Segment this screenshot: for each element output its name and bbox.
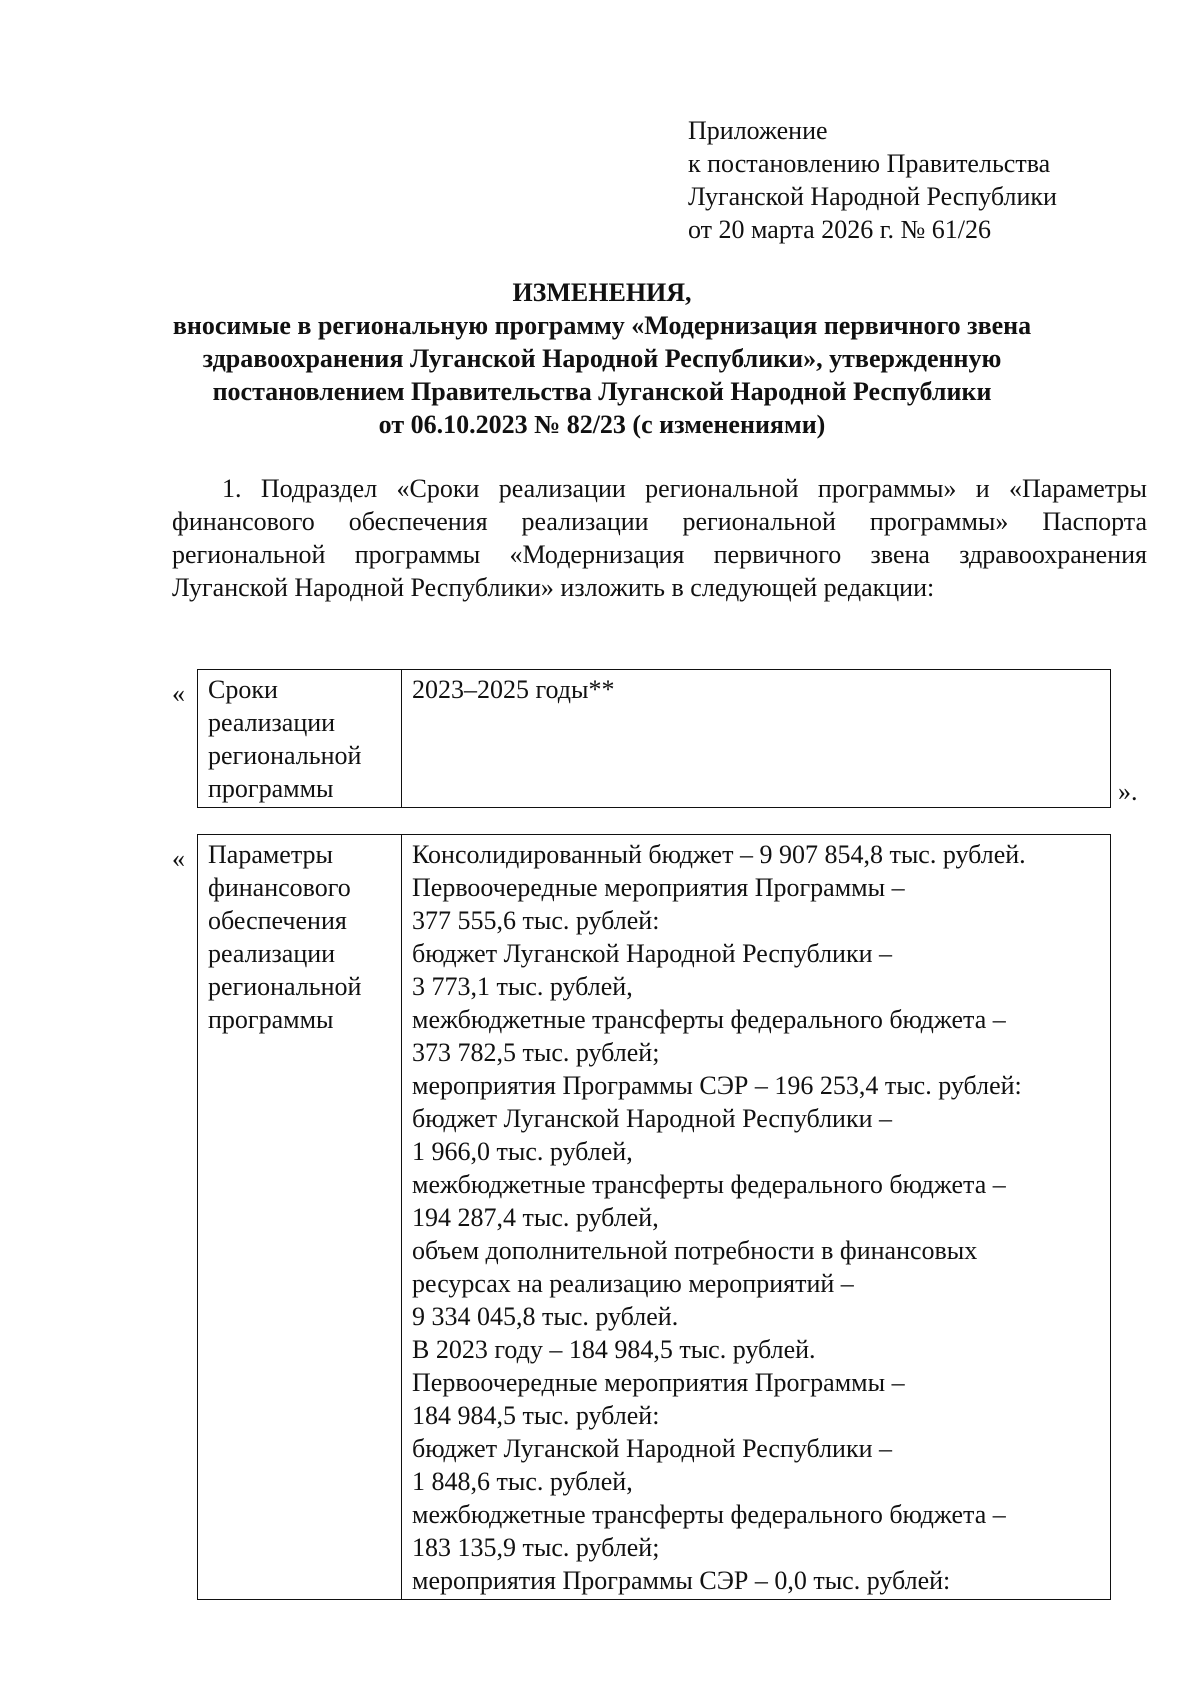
financing-line: Консолидированный бюджет – 9 907 854,8 тыс. рублей. (412, 840, 1026, 869)
appendix-line: Приложение (688, 116, 828, 145)
financing-line: мероприятия Программы СЭР – 196 253,4 тыс. рублей: (412, 1071, 1022, 1100)
heading-subtitle-line: постановлением Правительства Луганской Народной Республики (212, 377, 992, 406)
financing-line: 3 773,1 тыс. рублей, (412, 972, 633, 1001)
appendix-line: от 20 марта 2026 г. № 61/26 (688, 215, 991, 244)
financing-label-cell: Параметры финансового обеспечения реализации региональной программы (198, 835, 402, 1600)
financing-line: 184 984,5 тыс. рублей: (412, 1401, 660, 1430)
heading-subtitle-line: вносимые в региональную программу «Модернизация первичного звена (172, 311, 1032, 340)
document-heading (150, 276, 1054, 441)
financing-line: Первоочередные мероприятия Программы – (412, 873, 905, 902)
financing-line: 377 555,6 тыс. рублей: (412, 906, 660, 935)
financing-line: В 2023 году – 184 984,5 тыс. рублей. (412, 1335, 816, 1364)
financing-line: 1 966,0 тыс. рублей, (412, 1137, 633, 1166)
open-quote-2: « (172, 844, 185, 873)
financing-line: 183 135,9 тыс. рублей; (412, 1533, 660, 1562)
financing-line: Первоочередные мероприятия Программы – (412, 1368, 905, 1397)
table-row (198, 835, 1111, 1600)
appendix-block (688, 114, 1148, 246)
financing-line: 373 782,5 тыс. рублей; (412, 1038, 660, 1067)
financing-line: бюджет Луганской Народной Республики – (412, 1434, 893, 1463)
heading-subtitle-line: здравоохранения Луганской Народной Республики», утвержденную (202, 344, 1002, 373)
paragraph-text: 1. Подраздел «Сроки реализации региональной программы» и «Параметры финансового обеспечения реализации региональной программы» Паспорта региональной программы «Модернизация первичного звена здравоохранения Луганской Народной Республики» изложить в следующей редакции: (172, 474, 1147, 602)
financing-line: межбюджетные трансферты федерального бюджета – (412, 1500, 1006, 1529)
terms-value-cell: 2023–2025 годы** (402, 670, 1111, 808)
open-quote-1: « (172, 679, 185, 708)
financing-table (197, 834, 1111, 1600)
financing-line: объем дополнительной потребности в финансовых (412, 1236, 978, 1265)
close-quote-1: ». (1118, 777, 1138, 806)
financing-line: ресурсах на реализацию мероприятий – (412, 1269, 854, 1298)
financing-line: бюджет Луганской Народной Республики – (412, 1104, 893, 1133)
body-paragraph (172, 472, 1147, 604)
financing-value-cell (402, 835, 1111, 1600)
terms-table (197, 669, 1111, 808)
terms-label-cell: Сроки реализации региональной программы (198, 670, 402, 808)
financing-line: 194 287,4 тыс. рублей, (412, 1203, 659, 1232)
financing-line: бюджет Луганской Народной Республики – (412, 939, 893, 968)
financing-line: межбюджетные трансферты федерального бюджета – (412, 1170, 1006, 1199)
financing-line: межбюджетные трансферты федерального бюджета – (412, 1005, 1006, 1034)
financing-line: 1 848,6 тыс. рублей, (412, 1467, 633, 1496)
appendix-line: к постановлению Правительства (688, 149, 1051, 178)
financing-line: мероприятия Программы СЭР – 0,0 тыс. рублей: (412, 1566, 951, 1595)
heading-title: ИЗМЕНЕНИЯ, (512, 278, 692, 307)
appendix-line: Луганской Народной Республики (688, 182, 1057, 211)
heading-subtitle-line: от 06.10.2023 № 82/23 (с изменениями) (378, 410, 826, 439)
financing-line: 9 334 045,8 тыс. рублей. (412, 1302, 679, 1331)
table-row (198, 670, 1111, 808)
